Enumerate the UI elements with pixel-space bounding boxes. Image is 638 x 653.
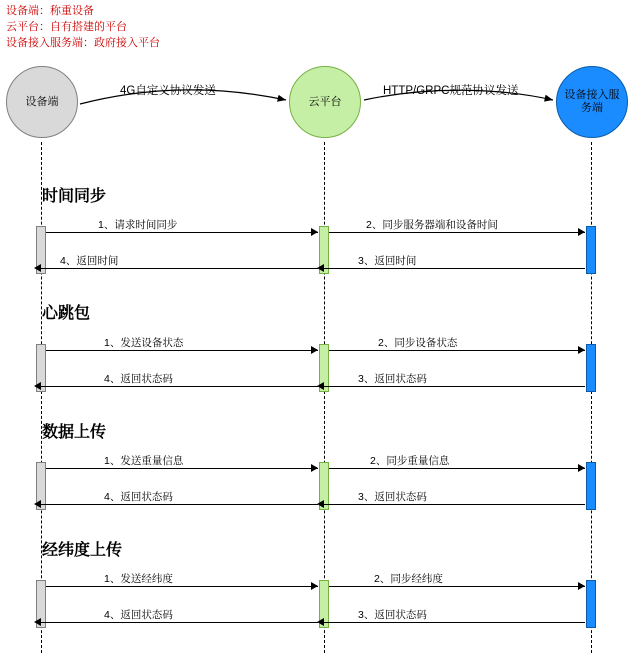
message-arrow-1-1 bbox=[578, 346, 585, 354]
node-device[interactable] bbox=[6, 66, 78, 138]
message-label-3-3: 3、返回状态码 bbox=[358, 609, 427, 621]
message-line-2-0 bbox=[46, 468, 318, 469]
message-line-1-3 bbox=[324, 386, 585, 387]
message-label-3-1: 2、同步经纬度 bbox=[374, 573, 443, 585]
message-label-1-1: 2、同步设备状态 bbox=[378, 337, 458, 349]
activation-gov-0 bbox=[586, 226, 596, 274]
legend-line-2: 云平台：自有搭建的平台 bbox=[6, 21, 127, 33]
node-cloud-label: 云平台 bbox=[308, 95, 342, 108]
message-label-2-0: 1、发送重量信息 bbox=[104, 455, 184, 467]
message-line-3-2 bbox=[41, 622, 318, 623]
message-line-1-2 bbox=[41, 386, 318, 387]
message-label-3-2: 4、返回状态码 bbox=[104, 609, 173, 621]
message-arrow-1-3 bbox=[317, 382, 324, 390]
section-title-0: 时间同步 bbox=[42, 188, 107, 205]
lifeline-device bbox=[41, 142, 42, 653]
activation-gov-1 bbox=[586, 344, 596, 392]
message-label-3-0: 1、发送经纬度 bbox=[104, 573, 173, 585]
node-gov[interactable] bbox=[556, 66, 628, 138]
legend-line-3: 设备接入服务端：政府接入平台 bbox=[6, 37, 160, 49]
message-label-2-2: 4、返回状态码 bbox=[104, 491, 173, 503]
message-arrow-0-2 bbox=[34, 264, 41, 272]
legend-line-1: 设备端：称重设备 bbox=[6, 5, 94, 17]
lifeline-gov bbox=[591, 142, 592, 653]
message-label-1-3: 3、返回状态码 bbox=[358, 373, 427, 385]
protocol-label-device-cloud: 4G自定义协议发送 bbox=[120, 85, 216, 97]
message-line-1-0 bbox=[46, 350, 318, 351]
message-line-3-3 bbox=[324, 622, 585, 623]
message-arrow-2-1 bbox=[578, 464, 585, 472]
message-arrow-3-1 bbox=[578, 582, 585, 590]
message-line-0-0 bbox=[46, 232, 318, 233]
protocol-label-cloud-gov: HTTP/GRPC规范协议发送 bbox=[383, 85, 519, 97]
message-line-3-1 bbox=[329, 586, 585, 587]
message-label-0-1: 2、同步服务器端和设备时间 bbox=[366, 219, 498, 231]
section-title-3: 经纬度上传 bbox=[42, 542, 123, 559]
message-line-1-1 bbox=[329, 350, 585, 351]
legend bbox=[6, 3, 160, 51]
message-line-0-1 bbox=[329, 232, 585, 233]
message-label-0-2: 4、返回时间 bbox=[60, 255, 119, 267]
message-label-2-1: 2、同步重量信息 bbox=[370, 455, 450, 467]
lifeline-cloud bbox=[324, 142, 325, 653]
message-arrow-0-3 bbox=[317, 264, 324, 272]
message-line-3-0 bbox=[46, 586, 318, 587]
node-cloud[interactable] bbox=[289, 66, 361, 138]
message-line-2-1 bbox=[329, 468, 585, 469]
activation-gov-2 bbox=[586, 462, 596, 510]
message-arrow-3-2 bbox=[34, 618, 41, 626]
activation-gov-3 bbox=[586, 580, 596, 628]
message-line-2-3 bbox=[324, 504, 585, 505]
message-label-0-3: 3、返回时间 bbox=[358, 255, 417, 267]
message-arrow-2-3 bbox=[317, 500, 324, 508]
message-label-1-2: 4、返回状态码 bbox=[104, 373, 173, 385]
message-line-0-3 bbox=[324, 268, 585, 269]
node-gov-label: 设备接入服务端 bbox=[564, 89, 620, 114]
section-title-2: 数据上传 bbox=[42, 424, 107, 441]
message-label-0-0: 1、请求时间同步 bbox=[98, 219, 178, 231]
message-arrow-2-0 bbox=[311, 464, 318, 472]
message-arrow-0-0 bbox=[311, 228, 318, 236]
message-arrow-3-3 bbox=[317, 618, 324, 626]
message-arrow-3-0 bbox=[311, 582, 318, 590]
message-arrow-0-1 bbox=[578, 228, 585, 236]
message-arrow-1-0 bbox=[311, 346, 318, 354]
section-title-1: 心跳包 bbox=[42, 305, 91, 322]
message-line-0-2 bbox=[41, 268, 318, 269]
message-arrow-2-2 bbox=[34, 500, 41, 508]
message-label-1-0: 1、发送设备状态 bbox=[104, 337, 184, 349]
message-line-2-2 bbox=[41, 504, 318, 505]
node-device-label: 设备端 bbox=[25, 95, 59, 108]
message-label-2-3: 3、返回状态码 bbox=[358, 491, 427, 503]
message-arrow-1-2 bbox=[34, 382, 41, 390]
